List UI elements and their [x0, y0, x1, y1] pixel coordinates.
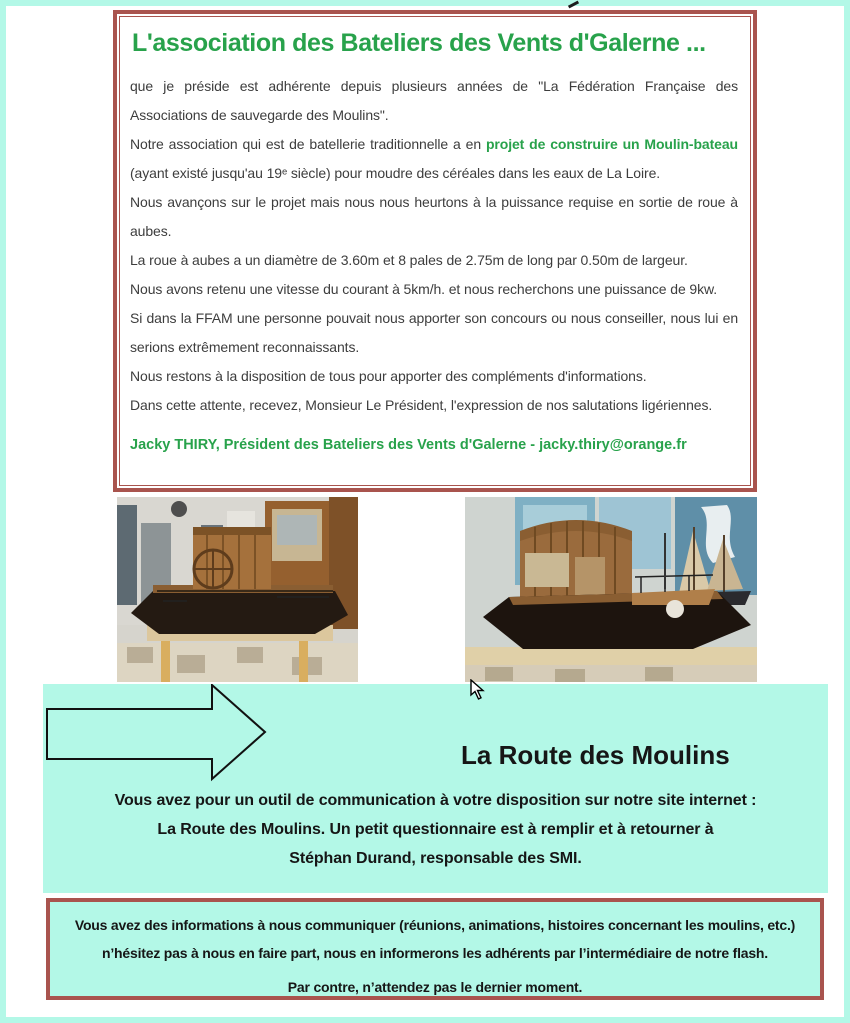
- moulin-bateau-photo-2: [465, 497, 757, 682]
- project-text-post: (ayant existé jusqu'au 19ᵉ siècle) pour moudre des céréales dans les eaux de La Loire.: [130, 165, 661, 181]
- moulin-bateau-photo-1: [117, 497, 358, 682]
- notice-box: [46, 898, 824, 1000]
- right-arrow-icon: [43, 684, 273, 784]
- photo-2-illustration: [465, 497, 757, 682]
- letter-paragraph: Nous avons retenu une vitesse du courant à 5km/h. et nous recherchons une puissance de 9kw.: [130, 281, 718, 297]
- route-text-line: Stéphan Durand, responsable des SMI.: [289, 850, 582, 867]
- letter-paragraph: Si dans la FFAM une personne pouvait nous apporter son concours ou nous conseiller, nous lui en serions extrêmement reconnaissants.: [130, 310, 738, 355]
- project-text-pre: Notre association qui est de batellerie traditionnelle a en: [130, 136, 486, 152]
- route-text-line: La Route des Moulins. Un petit questionnaire est à remplir et à retourner à: [157, 821, 714, 838]
- route-section-text: [43, 786, 828, 873]
- letter-paragraph: que je préside est adhérente depuis plusieurs années de "La Fédération Française des Associations de sauvegarde des Moulins".: [130, 78, 738, 123]
- letter-paragraph: La roue à aubes a un diamètre de 3.60m et 8 pales de 2.75m de long par 0.50m de largeur.: [130, 252, 688, 268]
- letter-paragraph: Nous restons à la disposition de tous pour apporter des compléments d'informations.: [130, 368, 647, 384]
- letter-box-inner: [119, 16, 751, 486]
- mouse-cursor-icon: [470, 679, 487, 701]
- route-section-title: La Route des Moulins: [461, 740, 730, 770]
- notice-text-line: n’hésitez pas à nous en faire part, nous en informerons les adhérents par l’intermédiaire de notre flash.: [102, 945, 768, 961]
- letter-signature: Jacky THIRY, Président des Bateliers des Vents d'Galerne - jacky.thiry@orange.fr: [130, 437, 687, 453]
- notice-text-line: Par contre, n’attendez pas le dernier moment.: [287, 979, 583, 995]
- scan-artifact-mark: [568, 1, 579, 9]
- letter-paragraph-project: [130, 130, 738, 188]
- letter-paragraph: Nous avançons sur le projet mais nous nous heurtons à la puissance requise en sortie de roue à aubes.: [130, 194, 738, 239]
- route-text-line: Vous avez pour un outil de communication à votre disposition sur notre site internet :: [114, 792, 757, 809]
- route-des-moulins-section: [43, 684, 828, 893]
- notice-text-line: Vous avez des informations à nous communiquer (réunions, animations, histoires concernant les moulins, etc.): [74, 917, 796, 933]
- letter-paragraph: Dans cette attente, recevez, Monsieur Le Président, l'expression de nos salutations ligériennes.: [130, 397, 713, 413]
- letter-box: [113, 10, 757, 492]
- letter-title: L'association des Bateliers des Vents d'Galerne ...: [132, 29, 706, 57]
- project-highlight: projet de construire un Moulin-bateau: [485, 136, 738, 152]
- photo-1-illustration: [117, 497, 358, 682]
- letter-body: [130, 72, 738, 456]
